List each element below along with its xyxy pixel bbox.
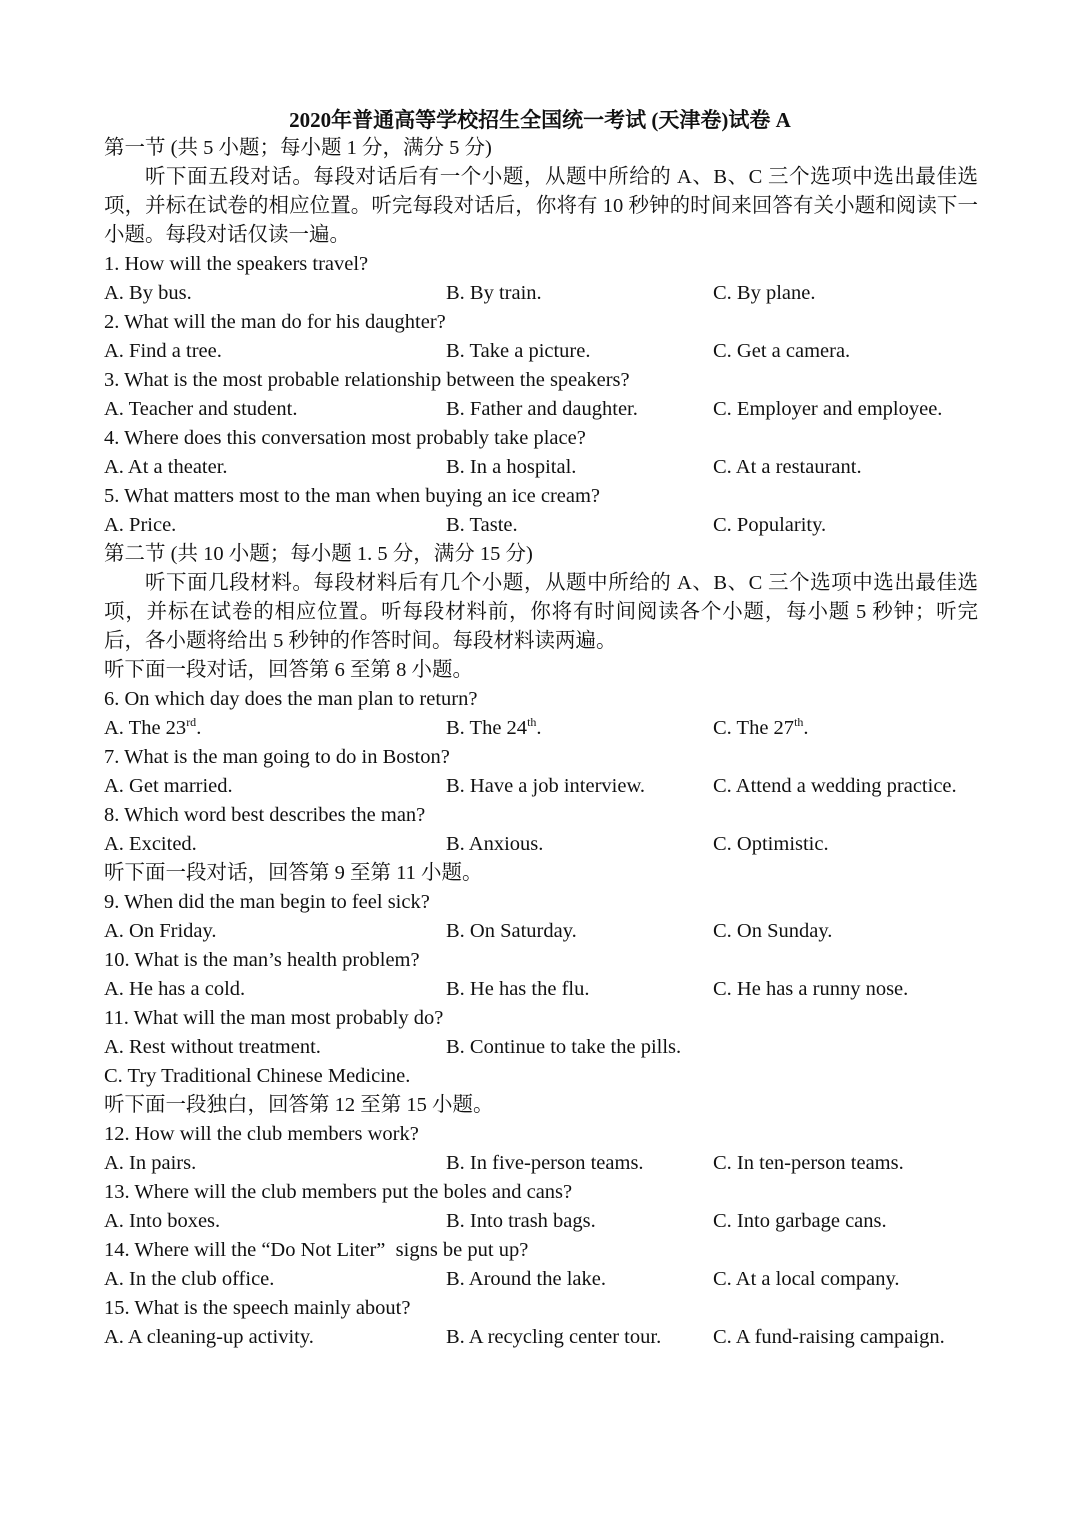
q15-option-a: A. A cleaning-up activity.	[104, 1326, 314, 1348]
q9-option-b: B. On Saturday.	[446, 920, 577, 942]
group-instruction-9-11: 听下面一段对话，回答第 9 至第 11 小题。	[104, 862, 483, 884]
q4-option-c: C. At a restaurant.	[713, 456, 862, 478]
q7-option-a: A. Get married.	[104, 775, 233, 797]
q6-option-c: C. The 27th.	[713, 715, 809, 739]
q9-option-a: A. On Friday.	[104, 920, 217, 942]
question-6: 6. On which day does the man plan to return?	[104, 688, 478, 710]
question-3: 3. What is the most probable relationship between the speakers?	[104, 369, 630, 391]
q11-option-b: B. Continue to take the pills.	[446, 1036, 682, 1058]
section1-instructions: 听下面五段对话。每段对话后有一个小题，从题中所给的 A、B、C 三个选项中选出最佳选项，并标在试卷的相应位置。听完每段对话后，你将有 10 秒钟的时间来回答有关小题和阅读下一小题。每段对话仅读一遍。	[104, 166, 978, 246]
question-2: 2. What will the man do for his daughter?	[104, 311, 446, 333]
group-instruction-12-15: 听下面一段独白，回答第 12 至第 15 小题。	[104, 1094, 494, 1116]
q12-option-c: C. In ten-person teams.	[713, 1152, 904, 1174]
question-7: 7. What is the man going to do in Boston?	[104, 746, 450, 768]
q1-option-b: B. By train.	[446, 282, 542, 304]
q3-option-b: B. Father and daughter.	[446, 398, 638, 420]
section2-instructions: 听下面几段材料。每段材料后有几个小题，从题中所给的 A、B、C 三个选项中选出最佳选项，并标在试卷的相应位置。听每段材料前，你将有时间阅读各个小题，每小题 5 秒钟；听完后，各小题将给出 5 秒钟的作答时间。每段材料读两遍。	[104, 572, 978, 652]
question-1: 1. How will the speakers travel?	[104, 253, 369, 275]
q9-option-c: C. On Sunday.	[713, 920, 833, 942]
q7-option-c: C. Attend a wedding practice.	[713, 775, 957, 797]
group-instruction-6-8: 听下面一段对话，回答第 6 至第 8 小题。	[104, 659, 473, 681]
question-5: 5. What matters most to the man when buying an ice cream?	[104, 485, 601, 507]
q5-option-a: A. Price.	[104, 514, 177, 536]
q11-option-a: A. Rest without treatment.	[104, 1036, 321, 1058]
q14-option-a: A. In the club office.	[104, 1268, 275, 1290]
question-11: 11. What will the man most probably do?	[104, 1007, 444, 1029]
q11-option-c: C. Try Traditional Chinese Medicine.	[104, 1065, 411, 1087]
question-4: 4. Where does this conversation most probably take place?	[104, 427, 586, 449]
q5-option-b: B. Taste.	[446, 514, 518, 536]
q14-option-c: C. At a local company.	[713, 1268, 900, 1290]
section1-heading: 第一节 (共 5 小题；每小题 1 分，满分 5 分)	[104, 137, 492, 159]
q3-option-a: A. Teacher and student.	[104, 398, 298, 420]
q15-option-b: B. A recycling center tour.	[446, 1326, 662, 1348]
q13-option-a: A. Into boxes.	[104, 1210, 221, 1232]
question-12: 12. How will the club members work?	[104, 1123, 419, 1145]
question-10: 10. What is the man’s health problem?	[104, 949, 420, 971]
q8-option-c: C. Optimistic.	[713, 833, 829, 855]
q12-option-a: A. In pairs.	[104, 1152, 197, 1174]
q13-option-c: C. Into garbage cans.	[713, 1210, 887, 1232]
question-8: 8. Which word best describes the man?	[104, 804, 426, 826]
q8-option-a: A. Excited.	[104, 833, 197, 855]
exam-title: 2020年普通高等学校招生全国统一考试 (天津卷)试卷 A	[289, 108, 791, 132]
q1-option-a: A. By bus.	[104, 282, 192, 304]
q13-option-b: B. Into trash bags.	[446, 1210, 596, 1232]
q8-option-b: B. Anxious.	[446, 833, 544, 855]
question-13: 13. Where will the club members put the boles and cans?	[104, 1181, 573, 1203]
q5-option-c: C. Popularity.	[713, 514, 827, 536]
q10-option-c: C. He has a runny nose.	[713, 978, 909, 1000]
question-14: 14. Where will the “Do Not Liter” signs be put up?	[104, 1239, 529, 1261]
q2-option-a: A. Find a tree.	[104, 340, 222, 362]
q1-option-c: C. By plane.	[713, 282, 816, 304]
q2-option-c: C. Get a camera.	[713, 340, 851, 362]
section2-heading: 第二节 (共 10 小题；每小题 1. 5 分，满分 15 分)	[104, 543, 533, 565]
question-15: 15. What is the speech mainly about?	[104, 1297, 411, 1319]
q10-option-b: B. He has the flu.	[446, 978, 590, 1000]
q14-option-b: B. Around the lake.	[446, 1268, 606, 1290]
q12-option-b: B. In five-person teams.	[446, 1152, 644, 1174]
q4-option-b: B. In a hospital.	[446, 456, 577, 478]
q6-option-a: A. The 23rd.	[104, 715, 202, 739]
q4-option-a: A. At a theater.	[104, 456, 228, 478]
q6-option-b: B. The 24th.	[446, 715, 542, 739]
q2-option-b: B. Take a picture.	[446, 340, 591, 362]
q3-option-c: C. Employer and employee.	[713, 398, 943, 420]
question-9: 9. When did the man begin to feel sick?	[104, 891, 430, 913]
q15-option-c: C. A fund-raising campaign.	[713, 1326, 945, 1348]
q7-option-b: B. Have a job interview.	[446, 775, 646, 797]
q10-option-a: A. He has a cold.	[104, 978, 246, 1000]
